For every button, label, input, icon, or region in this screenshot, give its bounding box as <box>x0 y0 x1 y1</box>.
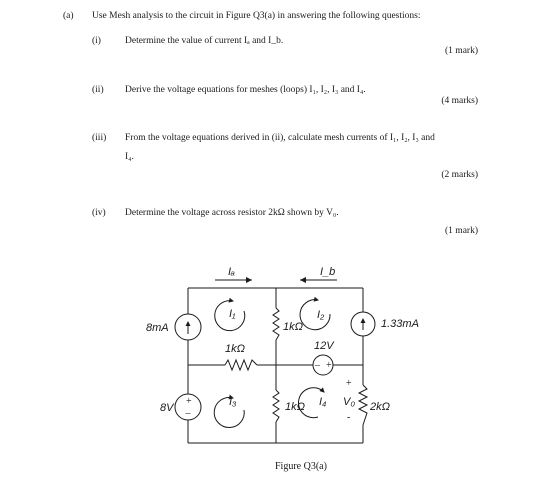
mesh-loop-i2 <box>300 300 330 330</box>
resistor-1k-bottom <box>273 390 279 422</box>
label-12v: 12V <box>314 340 334 352</box>
item-iv-mark: (1 mark) <box>445 226 478 236</box>
label-i3: I₃ <box>229 396 237 408</box>
label-8ma: 8mA <box>146 322 169 334</box>
label-8v: 8V <box>160 402 174 414</box>
item-iv-number: (iv) <box>92 208 106 218</box>
plus-icon: + <box>326 360 332 371</box>
label-1k-middle: 1kΩ <box>225 343 245 355</box>
vo-minus-sign: - <box>347 412 351 423</box>
label-vo: V₀ <box>343 396 355 408</box>
item-ii-text: Derive the voltage equations for meshes (loops) I₁, I₂, I₃ and I₄. <box>125 85 366 95</box>
resistor-2k <box>359 385 367 425</box>
question-intro: Use Mesh analysis to the circuit in Figure Q3(a) in answering the following questions: <box>92 11 421 21</box>
item-iii-text-cont: I₄. <box>125 152 134 162</box>
resistor-1k-middle <box>225 360 257 370</box>
item-ii-mark: (4 marks) <box>441 96 478 106</box>
figure-caption: Figure Q3(a) <box>275 461 327 472</box>
vo-plus-sign: + <box>346 378 352 389</box>
item-iv-text: Determine the voltage across resistor 2kΩ shown by V₀. <box>125 208 339 218</box>
resistor-1k-top <box>273 308 279 340</box>
label-i2: I₂ <box>317 309 325 321</box>
label-2k: 2kΩ <box>370 401 390 413</box>
label-i1: I₁ <box>229 308 236 320</box>
label-i4: I₄ <box>319 396 327 408</box>
item-i-mark: (1 mark) <box>445 46 478 56</box>
label-1k-top: 1kΩ <box>283 321 303 333</box>
label-1-33ma: 1.33mA <box>381 318 419 330</box>
item-ii-number: (ii) <box>92 85 104 95</box>
item-i-number: (i) <box>92 36 101 46</box>
part-label: (a) <box>63 11 74 21</box>
item-i-text: Determine the value of current Iₐ and I_b. <box>125 36 284 46</box>
label-ia: Iₐ <box>228 266 235 278</box>
label-ib: I_b <box>320 266 336 278</box>
plus-icon: + <box>186 396 192 407</box>
minus-icon: – <box>185 408 191 419</box>
minus-icon: – <box>315 360 320 371</box>
item-iii-mark: (2 marks) <box>441 170 478 180</box>
item-iii-number: (iii) <box>92 133 107 143</box>
item-iii-text: From the voltage equations derived in (ii), calculate mesh currents of I₁, I₂, I₃ and <box>125 133 435 143</box>
label-1k-bottom: 1kΩ <box>285 401 305 413</box>
